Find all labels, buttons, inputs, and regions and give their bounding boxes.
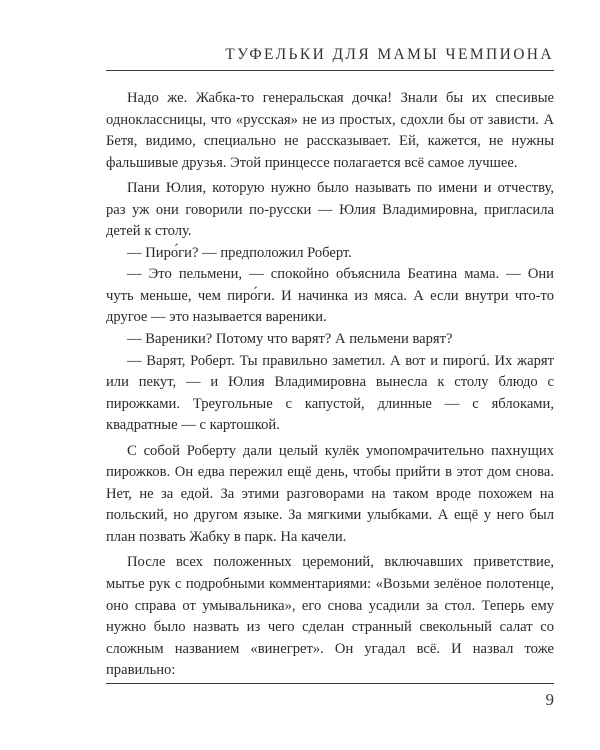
body-text [106, 88, 554, 682]
paragraph: С собой Роберту дали целый кулёк умопомрачительно пахнущих пирожков. Он едва пережил ещё день, чтобы прийти в этот дом снова. Нет, не за едой. За этими разговорами на таком вроде похожем на польский, но другом языке. За мягкими улыбками. А ещё у него был план позвать Жабку в парк. На качели. [106, 442, 554, 545]
paragraph: — Варят, Роберт. Ты правильно заметил. А вот и пирогú. Их жарят или пекут, — и Юлия Владимировна вынесла к столу блюдо с пирожками. Треугольные с капустой, длинные — с яблоками, квадратные — с картошкой. [106, 352, 554, 434]
paragraph: — Это пельмени, — спокойно объяснила Беатина мама. — Они чуть меньше, чем пиро́ги. И начинка из мяса. А если внутри что-то другое — это называется вареники. [106, 266, 554, 326]
paragraph: Надо же. Жабка-то генеральская дочка! Знали бы их спесивые одноклассницы, что «русская» не из простых, сдохли бы от зависти. А Бетя, видимо, специально не рассказывает. Ей, кажется, не нужны фальшивые друзья. Этой принцессе полагается всё самое лучшее. [106, 90, 554, 171]
running-title: ТУФЕЛЬКИ ДЛЯ МАМЫ ЧЕМПИОНА [225, 46, 554, 63]
paragraph: Пани Юлия, которую нужно было называть по имени и отчеству, раз уж они говорили по-русски — Юлия Владимировна, пригласила детей к столу. [106, 180, 554, 240]
paragraph: После всех положенных церемоний, включавших приветствие, мытье рук с подробными комментариями: «Возьми зелёное полотенце, оно справа от умывальника», его снова усадили за стол. Теперь ему нужно было назвать из чего сделан странный свекольный салат со сложным названием «винегрет». Он угадал всё. И назвал тоже правильно: [106, 554, 554, 679]
header-rule [106, 70, 554, 71]
paragraph: — Вареники? Потому что варят? А пельмени варят? [127, 331, 453, 348]
paragraph: — Пиро́ги? — предположил Роберт. [127, 244, 352, 261]
footer-rule [106, 683, 554, 684]
page-number: 9 [545, 690, 554, 709]
